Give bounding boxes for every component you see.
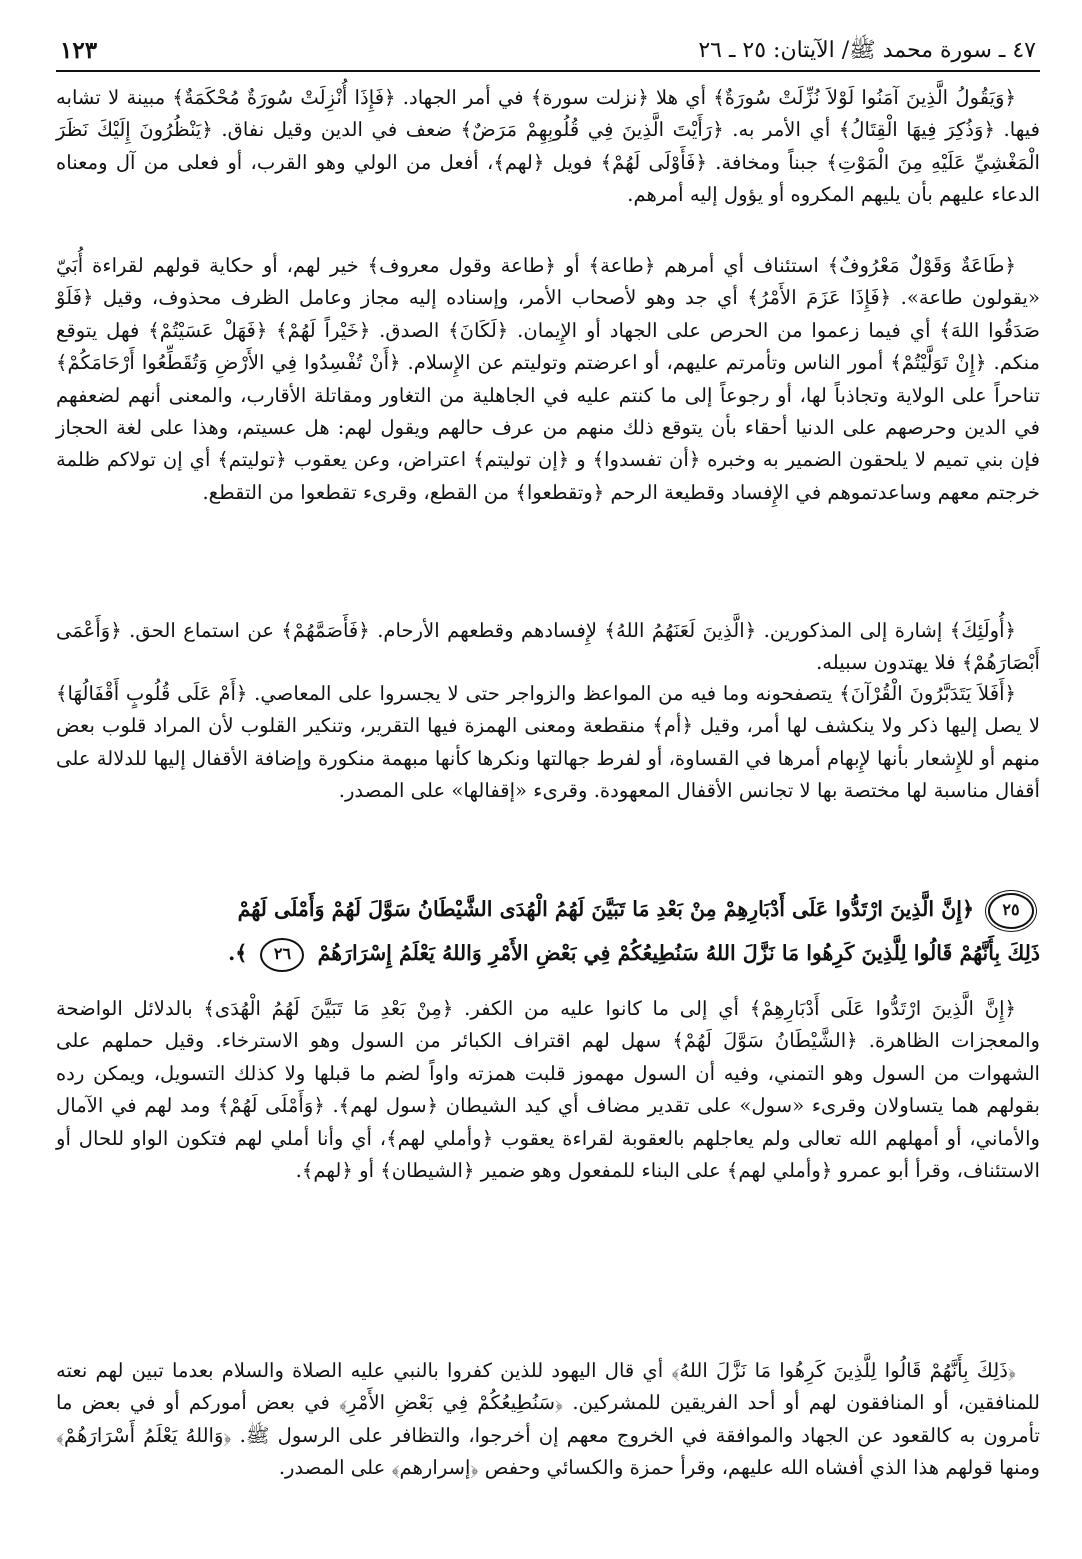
commentary-paragraph-6: ﴿ذَلِكَ بِأَنَّهُمْ قَالُوا لِلَّذِينَ كَرِهُوا مَا نَزَّلَ اللهُ﴾ أي قال اليهود للذين كفروا بالنبي عليه الصلاة والسلام بعدما تبين لهم نعته للمنافقين، أو المنافقون لهم أو أحد الفريقين للمشركين. ﴿سَنُطِيعُكُمْ فِي بَعْضِ الأَمْرِ﴾ في بعض أموركم أو في بعض ما تأمرون به كالقعود عن الجهاد والموافقة في الخروج معهم إن أخرجوا، والتظافر على الرسول ﷺ. ﴿وَاللهُ يَعْلَمُ أَسْرَارَهُمْ﴾ ومنها قولهم هذا الذي أفشاه الله عليهم، وقرأ حمزة والكسائي وحفص ﴿إسرارهم﴾ على المصدر. [56,1359,1040,1480]
verse-line-2 [56,933,1040,973]
ayah-number-marker: ٢٥ [988,893,1034,929]
ayah-number-marker-26: ٢٦ [260,938,304,972]
verse-closing-bracket: ﴾. [228,941,248,965]
page-number: ١٢٣ [60,37,98,64]
book-page [56,38,1040,1513]
commentary-paragraph-2: ﴿طَاعَةٌ وَقَوْلٌ مَعْرُوفٌ﴾ استئناف أي أمرهم ﴿طاعة﴾ أو ﴿طاعة وقول معروف﴾ خير لهم، أو حكاية قولهم لقراءة أُبَيّ «يقولون طاعة». ﴿فَإِذَا عَزَمَ الأَمْرُ﴾ أي جد وهو لأصحاب الأمر، وإسناده إليه مجاز وعامل الظرف محذوف، وقيل ﴿فَلَوْ صَدَقُوا اللهَ﴾ أي فيما زعموا من الحرص على الجهاد أو الإِيمان. ﴿لَكَانَ﴾ الصدق. ﴿خَيْراً لَهُمْ﴾ ﴿فَهَلْ عَسَيْتُمْ﴾ فهل يتوقع منكم. ﴿إِنْ تَوَلَّيْتُمْ﴾ أمور الناس وتأمرتم عليهم، أو اعرضتم وتوليتم عن الإِسلام. ﴿أَنْ تُفْسِدُوا فِي الأَرْضِ وَتُقَطِّعُوا أَرْحَامَكُمْ﴾ تناحراً على الولاية وتجاذباً لها، أو رجوعاً إلى ما كنتم عليه في الجاهلية من التغاور ومقاتلة الأقارب، والمعنى أنهم لضعفهم في الدين وحرصهم على الدنيا أحقاء بأن يتوقع ذلك منهم من عرف حالهم ويقول لهم: هل عسيتم، وهذا على لغة الحجاز فإن بني تميم لا يلحقون الضمير به وخبره ﴿أن تفسدوا﴾ و ﴿إن توليتم﴾ اعتراض، وعن يعقوب ﴿توليتم﴾ أي إن تولاكم ظلمة خرجتم معهم وساعدتموهم في الإِفساد وقطيعة الرحم ﴿وتقطعوا﴾ من القطع، وقرىء تقطعوا من التقطع. [56,254,1040,504]
verse-line-1: ﴿إِنَّ الَّذِينَ ارْتَدُّوا عَلَى أَدْبَارِهِمْ مِنْ بَعْدِ مَا تَبَيَّنَ لَهُمُ الْهُدَى الشَّيْطَانُ سَوَّلَ لَهُمْ وَأَمْلَى لَهُمْ [237,897,974,921]
verse-line-2-text: ذَلِكَ بِأَنَّهُمْ قَالُوا لِلَّذِينَ كَرِهُوا مَا نَزَّلَ اللهُ سَنُطِيعُكُمْ فِي بَعْضِ الأَمْرِ وَاللهُ يَعْلَمُ إِسْرَارَهُمْ [317,941,1040,965]
commentary-paragraph-5: ﴿إِنَّ الَّذِينَ ارْتَدُّوا عَلَى أَدْبَارِهِمْ﴾ أي إلى ما كانوا عليه من الكفر. ﴿مِنْ بَعْدِ مَا تَبَيَّنَ لَهُمُ الْهُدَى﴾ بالدلائل الواضحة والمعجزات الظاهرة. ﴿الشَّيْطَانُ سَوَّلَ لَهُمْ﴾ سهل لهم اقتراف الكبائر من السول وهو الاسترخاء. وقيل حملهم على الشهوات من السول وهو التمني، وفيه أن السول مهموز قلبت همزته واواً لضم ما قبلها ولا كذلك التسويل، ويمكن رده بقولهم هما يتساولان وقرىء «سول» على تقدير مضاف أي كيد الشيطان ﴿سول لهم﴾. ﴿وَأَمْلَى لَهُمْ﴾ ومد لهم في الآمال والأماني، أو أمهلهم الله تعالى ولم يعاجلهم بالعقوبة لقراءة يعقوب ﴿وأملي لهم﴾، أي وأنا أملي لهم فتكون الواو للحال أو الاستئناف، وقرأ أبو عمرو ﴿وأملي لهم﴾ على البناء للمفعول وهو ضمير ﴿الشيطان﴾ أو ﴿لهم﴾. [56,997,1040,1183]
commentary-paragraph-1: ﴿وَيَقُولُ الَّذِينَ آمَنُوا لَوْلاَ نُزِّلَتْ سُورَةٌ﴾ أي هلا ﴿نزلت سورة﴾ في أمر الجهاد. ﴿فَإِذَا أُنْزِلَتْ سُورَةٌ مُحْكَمَةٌ﴾ مبينة لا تشابه فيها. ﴿وَذُكِرَ فِيهَا الْقِتَالُ﴾ أي الأمر به. ﴿رَأَيْتَ الَّذِينَ فِي قُلُوبِهِمْ مَرَضٌ﴾ ضعف في الدين وقيل نفاق. ﴿يَنْظُرُونَ إِلَيْكَ نَظَرَ الْمَغْشِيِّ عَلَيْهِ مِنَ الْمَوْتِ﴾ جبناً ومخافة. ﴿فَأَوْلَى لَهُمْ﴾ فويل ﴿لهم﴾، أفعل من الولي وهو القرب، أو فعلى من آل ومعناه الدعاء عليهم بأن يليهم المكروه أو يؤول إليه أمرهم. [56,86,1040,207]
commentary-paragraph-3: ﴿أُولَئِكَ﴾ إشارة إلى المذكورين. ﴿الَّذِينَ لَعَنَهُمُ اللهُ﴾ لإِفسادهم وقطعهم الأرحام. ﴿فَأَصَمَّهُمْ﴾ عن استماع الحق. ﴿وَأَعْمَى أَبْصَارَهُمْ﴾ فلا يهتدون سبيله. [56,619,1040,675]
chapter-title: ٤٧ ـ سورة محمد ﷺ/ الآيتان: ٢٥ ـ ٢٦ [698,38,1036,63]
page-content [56,82,1040,1513]
page-header [56,38,1040,72]
commentary-paragraph-4: ﴿أَفَلاَ يَتَدَبَّرُونَ الْقُرْآنَ﴾ يتصفحونه وما فيه من المواعظ والزواجر حتى لا يجسروا على المعاصي. ﴿أَمْ عَلَى قُلُوبٍ أَقْفَالُهَا﴾ لا يصل إليها ذكر ولا ينكشف لها أمر، وقيل ﴿أم﴾ منقطعة ومعنى الهمزة فيها التقرير، وتنكير القلوب لأن المراد قلوب بعض منهم أو للإِشعار بأنها لإِبهام أمرها في القساوة، أو لفرط جهالتها ونكرها كأنها مبهمة منكورة وإضافة الأقفال إليها للدلالة على أقفال مناسبة لها مختصة بها لا تجانس الأقفال المعهودة. وقرىء «إقفالها» على المصدر. [56,682,1040,803]
quran-verse-block [56,889,1040,981]
